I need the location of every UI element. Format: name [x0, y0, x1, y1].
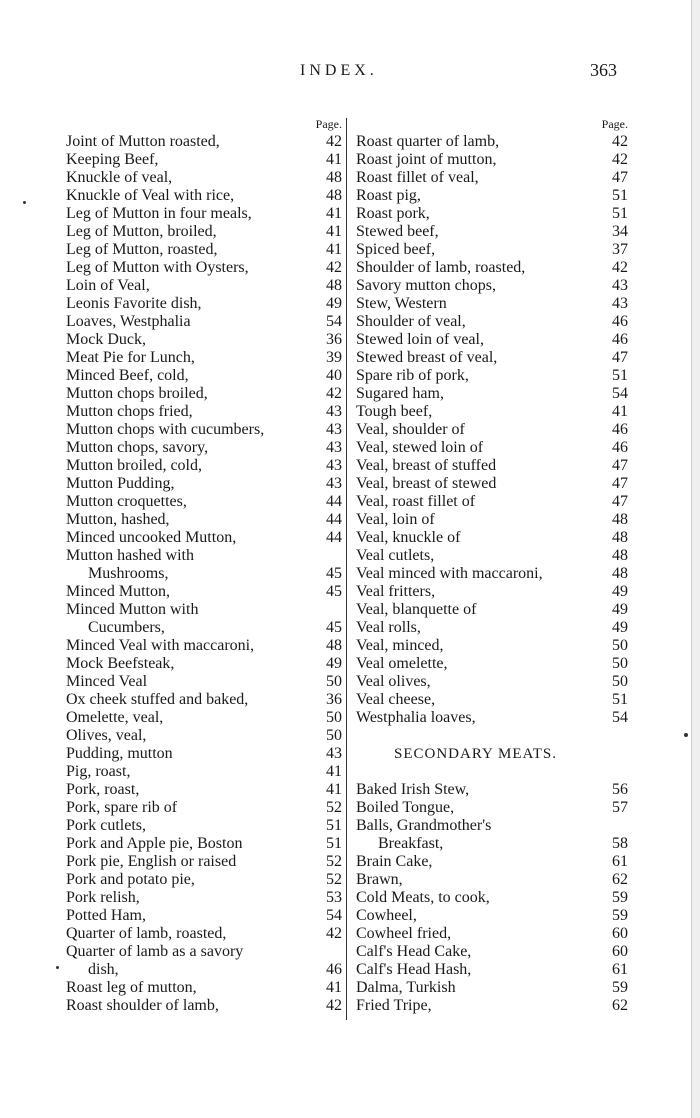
index-entry: [66, 511, 342, 529]
entry-title: Stewed loin of veal,: [356, 331, 484, 348]
index-entry: [356, 385, 628, 403]
entry-page-number: 52: [326, 853, 342, 870]
index-entry: [356, 133, 628, 151]
entry-page-number: 51: [612, 691, 628, 708]
entry-title: Leg of Mutton with Oysters,: [66, 259, 249, 276]
index-entry: [66, 421, 342, 439]
index-entry: [356, 943, 628, 961]
index-entry: [356, 817, 628, 835]
entry-title: Loin of Veal,: [66, 277, 150, 294]
entry-page-number: 41: [326, 151, 342, 168]
entry-title: Mutton, hashed,: [66, 511, 170, 528]
entry-page-number: 51: [326, 835, 342, 852]
entry-page-number: 48: [326, 277, 342, 294]
index-entry: [356, 709, 628, 727]
entry-title: Savory mutton chops,: [356, 277, 496, 294]
entry-title: Pork, spare rib of: [66, 799, 178, 816]
entry-title: Minced Mutton with: [66, 601, 199, 618]
index-entry: [66, 565, 342, 583]
index-entry: [356, 979, 628, 997]
entry-page-number: 42: [326, 133, 342, 150]
entry-title: Ox cheek stuffed and baked,: [66, 691, 249, 708]
entry-page-number: 34: [612, 223, 628, 240]
entry-page-number: 47: [612, 493, 628, 510]
index-entry: [356, 205, 628, 223]
entry-page-number: 45: [326, 619, 342, 636]
entry-title: Mock Duck,: [66, 331, 146, 348]
index-entry: [66, 925, 342, 943]
entry-page-number: 49: [326, 295, 342, 312]
ink-speck: [23, 201, 26, 204]
index-entry: [66, 997, 342, 1015]
index-entry: [66, 673, 342, 691]
entry-page-number: 41: [326, 223, 342, 240]
entry-title: Minced Veal: [66, 673, 148, 690]
entry-page-number: 41: [326, 979, 342, 996]
entry-title: Boiled Tongue,: [356, 799, 455, 816]
index-entry: [356, 547, 628, 565]
entry-page-number: 45: [326, 565, 342, 582]
entry-page-number: 47: [612, 169, 628, 186]
index-entry: [66, 385, 342, 403]
index-entry: [66, 961, 342, 979]
entry-page-number: 48: [612, 547, 628, 564]
entry-page-number: 41: [326, 205, 342, 222]
entry-title: Veal, shoulder of: [356, 421, 465, 438]
index-entry: [66, 151, 342, 169]
index-entry: [356, 637, 628, 655]
entry-page-number: 42: [326, 259, 342, 276]
index-entry: [356, 313, 628, 331]
entry-page-number: 62: [612, 997, 628, 1014]
entry-page-number: 48: [326, 169, 342, 186]
index-column-left: [66, 115, 342, 1015]
index-entry: [356, 169, 628, 187]
entry-title: Loaves, Westphalia: [66, 313, 191, 330]
entry-title: Veal, breast of stewed: [356, 475, 497, 492]
index-entry: [356, 997, 628, 1015]
entry-page-number: 51: [612, 367, 628, 384]
entry-title: Veal cheese,: [356, 691, 436, 708]
entry-page-number: 57: [612, 799, 628, 816]
entry-title: Knuckle of Veal with rice,: [66, 187, 235, 204]
index-entry: [356, 853, 628, 871]
index-entry: [356, 691, 628, 709]
index-entry: [66, 619, 342, 637]
index-entry: [66, 637, 342, 655]
entry-page-number: 50: [612, 673, 628, 690]
entry-title: Pork cutlets,: [66, 817, 146, 834]
entry-title: Brawn,: [356, 871, 403, 888]
index-entry: [66, 835, 342, 853]
entry-title: Roast joint of mutton,: [356, 151, 497, 168]
entry-page-number: 51: [326, 817, 342, 834]
ink-speck: [684, 733, 688, 737]
entry-title: Baked Irish Stew,: [356, 781, 470, 798]
entry-page-number: 52: [326, 871, 342, 888]
entry-page-number: 54: [612, 385, 628, 402]
entry-page-number: 53: [326, 889, 342, 906]
page-header: [0, 62, 680, 86]
entry-title: Leonis Favorite dish,: [66, 295, 202, 312]
index-column-right: [356, 115, 628, 1015]
entry-title: Mutton chops, savory,: [66, 439, 209, 456]
index-entry: [66, 817, 342, 835]
entry-title: Mutton hashed with: [66, 547, 194, 564]
index-entry: [66, 889, 342, 907]
index-entry: [66, 781, 342, 799]
entry-page-number: 44: [326, 511, 342, 528]
entry-title: Shoulder of lamb, roasted,: [356, 259, 526, 276]
entry-title: dish,: [88, 961, 119, 978]
entry-title: Brain Cake,: [356, 853, 433, 870]
entry-title: Roast pig,: [356, 187, 421, 204]
entry-title: Stewed beef,: [356, 223, 439, 240]
index-entry: [66, 295, 342, 313]
entry-title: Quarter of lamb, roasted,: [66, 925, 227, 942]
entry-page-number: 42: [326, 997, 342, 1014]
entry-page-number: 50: [612, 655, 628, 672]
index-entry: [356, 331, 628, 349]
entry-title: Veal, blanquette of: [356, 601, 477, 618]
index-entry: [66, 583, 342, 601]
index-entry: [66, 133, 342, 151]
entry-title: Mutton chops broiled,: [66, 385, 208, 402]
entry-title: Veal, breast of stuffed: [356, 457, 497, 474]
entry-title: Pig, roast,: [66, 763, 131, 780]
entry-page-number: 43: [326, 439, 342, 456]
entry-page-number: 50: [326, 673, 342, 690]
entry-title: Mutton chops with cucumbers,: [66, 421, 265, 438]
index-entry: [66, 457, 342, 475]
entry-title: Mutton chops fried,: [66, 403, 193, 420]
entry-title: Olives, veal,: [66, 727, 147, 744]
entry-title: Pork pie, English or raised: [66, 853, 237, 870]
entry-title: Minced uncooked Mutton,: [66, 529, 237, 546]
entry-title: Veal omelette,: [356, 655, 448, 672]
index-entry: [66, 493, 342, 511]
entry-page-number: 54: [326, 907, 342, 924]
index-entry: [356, 295, 628, 313]
section-heading-text: SECONDARY MEATS.: [394, 746, 557, 762]
entry-page-number: 56: [612, 781, 628, 798]
entry-page-number: 41: [612, 403, 628, 420]
index-entry: [356, 367, 628, 385]
index-entry: [66, 709, 342, 727]
entry-title: Veal, knuckle of: [356, 529, 461, 546]
entry-page-number: 42: [612, 133, 628, 150]
entry-title: Pork and potato pie,: [66, 871, 195, 888]
entry-title: Joint of Mutton roasted,: [66, 133, 220, 150]
entry-title: Fried Tripe,: [356, 997, 432, 1014]
page-column-header: Page.: [601, 117, 628, 131]
entry-title: Mutton croquettes,: [66, 493, 187, 510]
index-entry: [356, 151, 628, 169]
entry-title: Meat Pie for Lunch,: [66, 349, 195, 366]
entry-title: Potted Ham,: [66, 907, 146, 924]
entry-title: Minced Mutton,: [66, 583, 170, 600]
entry-page-number: 43: [612, 295, 628, 312]
entry-title: Calf's Head Hash,: [356, 961, 472, 978]
entry-page-number: 61: [612, 853, 628, 870]
entry-title: Westphalia loaves,: [356, 709, 476, 726]
entry-title: Veal minced with maccaroni,: [356, 565, 543, 582]
entry-page-number: 42: [612, 151, 628, 168]
index-entry: [66, 853, 342, 871]
entry-page-number: 46: [612, 439, 628, 456]
entry-title: Knuckle of veal,: [66, 169, 173, 186]
entry-title: Dalma, Turkish: [356, 979, 456, 996]
entry-title: Pork, roast,: [66, 781, 140, 798]
entry-title: Roast shoulder of lamb,: [66, 997, 219, 1014]
entry-page-number: 49: [326, 655, 342, 672]
entry-page-number: 44: [326, 529, 342, 546]
entry-title: Pork and Apple pie, Boston: [66, 835, 243, 852]
entry-title: Mock Beefsteak,: [66, 655, 175, 672]
entry-title: Mutton Pudding,: [66, 475, 175, 492]
entry-title: Cold Meats, to cook,: [356, 889, 490, 906]
ink-speck: [56, 966, 59, 969]
entry-title: Tough beef,: [356, 403, 433, 420]
entry-title: Roast pork,: [356, 205, 430, 222]
entry-title: Roast quarter of lamb,: [356, 133, 500, 150]
blank-line: [356, 763, 628, 781]
entry-page-number: 50: [326, 709, 342, 726]
entry-title: Calf's Head Cake,: [356, 943, 472, 960]
index-entry: [356, 259, 628, 277]
index-entry: [356, 601, 628, 619]
index-entry: [356, 889, 628, 907]
entry-title: Quarter of lamb as a savory: [66, 943, 244, 960]
entry-page-number: 59: [612, 907, 628, 924]
entry-page-number: 59: [612, 979, 628, 996]
entry-page-number: 43: [326, 403, 342, 420]
page-edge: [691, 0, 700, 1118]
index-entry: [66, 799, 342, 817]
entry-page-number: 52: [326, 799, 342, 816]
entry-title: Shoulder of veal,: [356, 313, 466, 330]
index-entry: [356, 187, 628, 205]
entry-page-number: 50: [326, 727, 342, 744]
entry-page-number: 54: [326, 313, 342, 330]
entry-title: Veal rolls,: [356, 619, 421, 636]
index-entry: [66, 313, 342, 331]
index-entry: [66, 223, 342, 241]
entry-title: Veal, loin of: [356, 511, 435, 528]
entry-title: Veal, roast fillet of: [356, 493, 476, 510]
index-entry: [66, 655, 342, 673]
entry-title: Roast fillet of veal,: [356, 169, 479, 186]
index-entry: [66, 745, 342, 763]
index-entry: [66, 187, 342, 205]
entry-page-number: 60: [612, 925, 628, 942]
index-entry: [356, 511, 628, 529]
index-entry: [66, 331, 342, 349]
entry-page-number: 61: [612, 961, 628, 978]
entry-title: Veal cutlets,: [356, 547, 435, 564]
entry-title: Cucumbers,: [88, 619, 165, 636]
entry-page-number: 47: [612, 457, 628, 474]
index-entry: [356, 781, 628, 799]
entry-title: Minced Veal with maccaroni,: [66, 637, 255, 654]
index-entry: [66, 439, 342, 457]
index-entry: [356, 421, 628, 439]
index-entry: [66, 349, 342, 367]
index-entry: [356, 439, 628, 457]
entry-page-number: 51: [612, 187, 628, 204]
index-entry: [66, 979, 342, 997]
entry-page-number: 39: [326, 349, 342, 366]
index-entry: [356, 223, 628, 241]
index-entry: [356, 277, 628, 295]
index-entry: [66, 277, 342, 295]
entry-page-number: 44: [326, 493, 342, 510]
index-entry: [66, 259, 342, 277]
entry-title: Spiced beef,: [356, 241, 436, 258]
index-entry: [356, 241, 628, 259]
entry-title: Leg of Mutton, broiled,: [66, 223, 217, 240]
entry-page-number: 36: [326, 691, 342, 708]
index-entry: [66, 367, 342, 385]
entry-title: Veal olives,: [356, 673, 431, 690]
index-entry: [356, 475, 628, 493]
entry-title: Mushrooms,: [88, 565, 169, 582]
index-entry: [66, 871, 342, 889]
entry-page-number: 36: [326, 331, 342, 348]
entry-title: Sugared ham,: [356, 385, 444, 402]
entry-title: Breakfast,: [378, 835, 444, 852]
entry-title: Veal fritters,: [356, 583, 436, 600]
index-entry: [66, 547, 342, 565]
index-entry: [356, 583, 628, 601]
index-entry: [66, 907, 342, 925]
entry-page-number: 49: [612, 583, 628, 600]
entry-title: Spare rib of pork,: [356, 367, 469, 384]
index-entry: [356, 871, 628, 889]
entry-page-number: 51: [612, 205, 628, 222]
entry-page-number: 48: [612, 565, 628, 582]
entry-page-number: 43: [612, 277, 628, 294]
index-entry: [356, 925, 628, 943]
entry-page-number: 49: [612, 601, 628, 618]
index-entry: [66, 601, 342, 619]
entry-title: Veal, stewed loin of: [356, 439, 484, 456]
index-entry: [66, 943, 342, 961]
index-entry: [66, 475, 342, 493]
entry-page-number: 42: [612, 259, 628, 276]
entry-page-number: 62: [612, 871, 628, 888]
index-entry: [356, 835, 628, 853]
entry-page-number: 46: [612, 331, 628, 348]
entry-title: Mutton broiled, cold,: [66, 457, 202, 474]
entry-title: Cowheel fried,: [356, 925, 452, 942]
entry-page-number: 40: [326, 367, 342, 384]
blank-line: [356, 727, 628, 745]
index-entry: [66, 529, 342, 547]
entry-title: Balls, Grandmother's: [356, 817, 492, 834]
entry-page-number: 50: [612, 637, 628, 654]
page-number: 363: [590, 60, 617, 80]
index-entry: [66, 241, 342, 259]
page-column-header: Page.: [315, 117, 342, 131]
index-entry: [356, 403, 628, 421]
entry-title: Pudding, mutton: [66, 745, 173, 762]
entry-title: Pork relish,: [66, 889, 140, 906]
index-entry: [356, 349, 628, 367]
entry-title: Stewed breast of veal,: [356, 349, 498, 366]
entry-page-number: 47: [612, 475, 628, 492]
entry-page-number: 41: [326, 241, 342, 258]
index-entry: [66, 691, 342, 709]
entry-page-number: 46: [612, 421, 628, 438]
entry-page-number: 43: [326, 421, 342, 438]
column-divider: [346, 118, 347, 1020]
index-entry: [356, 457, 628, 475]
index-entry: [356, 619, 628, 637]
entry-title: Leg of Mutton, roasted,: [66, 241, 218, 258]
entry-page-number: 41: [326, 763, 342, 780]
entry-page-number: 49: [612, 619, 628, 636]
entry-page-number: 46: [326, 961, 342, 978]
entry-page-number: 60: [612, 943, 628, 960]
index-entry: [66, 727, 342, 745]
section-heading: [356, 745, 628, 763]
entry-page-number: 42: [326, 925, 342, 942]
running-title: INDEX.: [300, 62, 378, 79]
index-entry: [356, 673, 628, 691]
index-entry: [356, 529, 628, 547]
index-entry: [356, 799, 628, 817]
entry-page-number: 54: [612, 709, 628, 726]
entry-title: Veal, minced,: [356, 637, 444, 654]
entry-page-number: 42: [326, 385, 342, 402]
index-entry: [66, 403, 342, 421]
index-entry: [356, 655, 628, 673]
entry-page-number: 45: [326, 583, 342, 600]
index-entry: [356, 961, 628, 979]
entry-title: Stew, Western: [356, 295, 447, 312]
entry-title: Omelette, veal,: [66, 709, 164, 726]
entry-title: Minced Beef, cold,: [66, 367, 189, 384]
entry-page-number: 43: [326, 457, 342, 474]
entry-title: Leg of Mutton in four meals,: [66, 205, 252, 222]
index-entry: [356, 565, 628, 583]
entry-page-number: 41: [326, 781, 342, 798]
entry-page-number: 43: [326, 745, 342, 762]
entry-page-number: 43: [326, 475, 342, 492]
entry-page-number: 48: [612, 529, 628, 546]
index-entry: [66, 169, 342, 187]
entry-page-number: 46: [612, 313, 628, 330]
index-entry: [66, 763, 342, 781]
entry-title: Roast leg of mutton,: [66, 979, 197, 996]
entry-page-number: 37: [612, 241, 628, 258]
index-entry: [356, 907, 628, 925]
index-entry: [66, 205, 342, 223]
entry-title: Cowheel,: [356, 907, 417, 924]
entry-page-number: 48: [326, 637, 342, 654]
index-entry: [356, 493, 628, 511]
entry-page-number: 59: [612, 889, 628, 906]
entry-page-number: 48: [612, 511, 628, 528]
entry-page-number: 48: [326, 187, 342, 204]
entry-page-number: 47: [612, 349, 628, 366]
entry-title: Keeping Beef,: [66, 151, 159, 168]
entry-page-number: 58: [612, 835, 628, 852]
